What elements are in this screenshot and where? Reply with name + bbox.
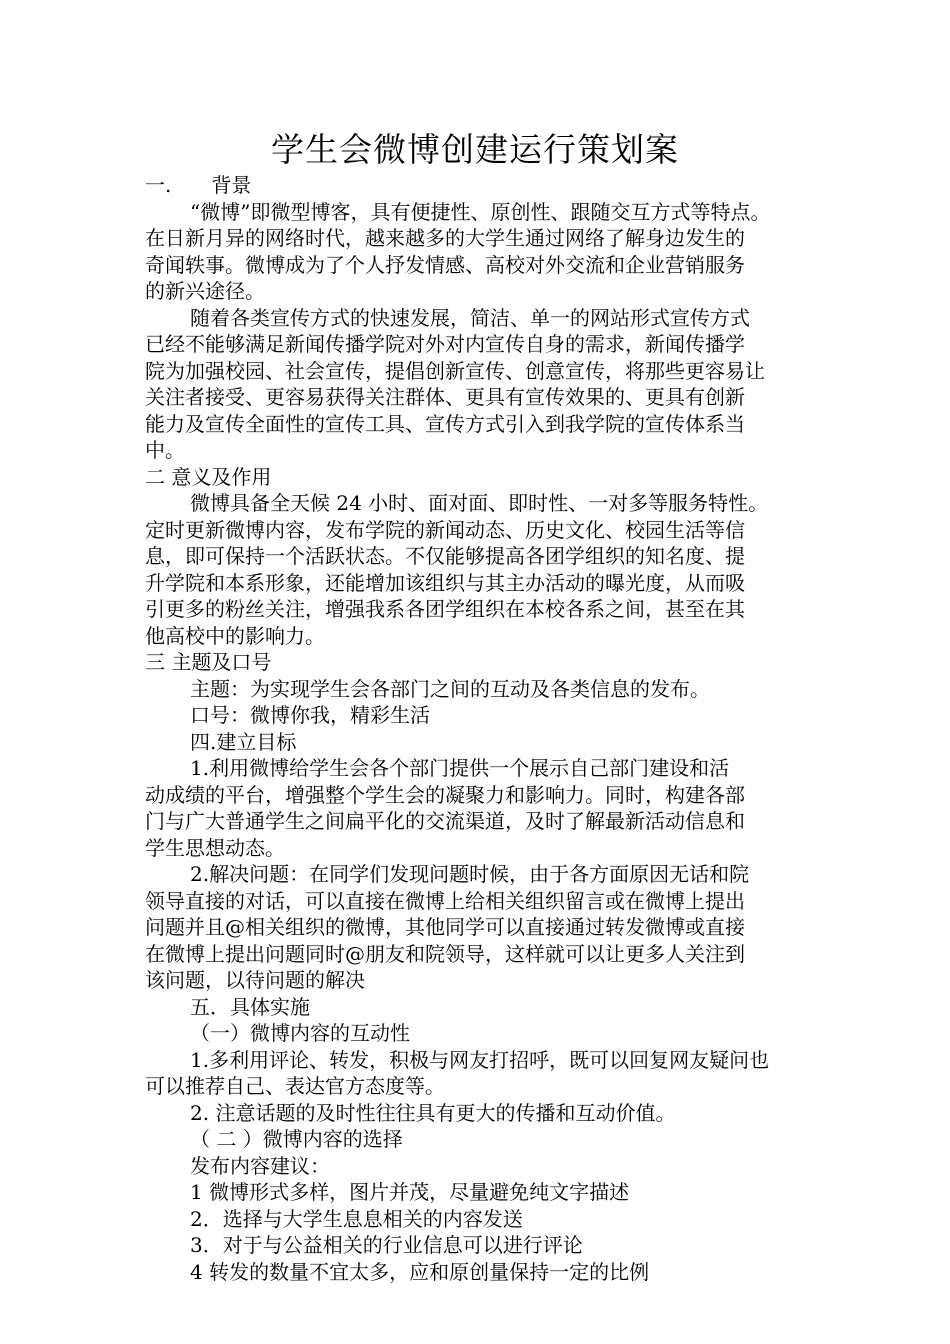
text-line: 1.利用微博给学生会各个部门提供一个展示自己部门建设和活 <box>190 756 730 780</box>
text-line: 主题：为实现学生会各部门之间的互动及各类信息的发布。 <box>190 676 710 701</box>
text-line: 四.建立目标 <box>190 729 297 754</box>
text-line: 升学院和本系形象，还能增加该组织与其主办活动的曝光度，从而吸 <box>145 570 745 595</box>
text-line: 院为加强校园、社会宣传，提倡创新宣传、创意宣传，将那些更容易让 <box>145 358 765 383</box>
text-line: 引更多的粉丝关注，增强我系各团学组织在本校各系之间，甚至在其 <box>145 597 745 621</box>
text-line: 口号：微博你我，精彩生活 <box>190 703 430 727</box>
text-line: 3．对于与公益相关的行业信息可以进行评论 <box>190 1233 583 1257</box>
text-line: 二 意义及作用 <box>145 464 272 489</box>
text-line: 在微博上提出问题同时@朋友和院领导，这样就可以让更多人关注到 <box>145 941 745 966</box>
text-line: 问题并且@相关组织的微博，其他同学可以直接通过转发微博或直接 <box>145 915 745 939</box>
text-line: 五．具体实施 <box>190 994 310 1019</box>
text-line: 1.多利用评论、转发，积极与网友打招呼，既可以回复网友疑问也 <box>190 1047 770 1072</box>
text-line: 学生思想动态。 <box>145 835 285 860</box>
text-line: 在日新月异的网络时代，越来越多的大学生通过网络了解身边发生的 <box>145 226 745 250</box>
text-line: 奇闻轶事。微博成为了个人抒发情感、高校对外交流和企业营销服务 <box>145 252 745 277</box>
text-line: 随着各类宣传方式的快速发展，简洁、单一的网站形式宣传方式 <box>190 305 750 330</box>
text-line: 门与广大普通学生之间扁平化的交流渠道，及时了解最新活动信息和 <box>145 809 745 833</box>
text-line: 微博具备全天候 24 小时、面对面、即时性、一对多等服务特性。 <box>190 491 769 515</box>
text-line: 的新兴途径。 <box>145 279 265 303</box>
text-line: 1 微博形式多样，图片并茂，尽量避免纯文字描述 <box>190 1180 630 1204</box>
text-line: 息，即可保持一个活跃状态。不仅能够提高各团学组织的知名度、提 <box>145 544 745 568</box>
text-line: 该问题，以待问题的解决 <box>145 968 365 992</box>
text-line: 2. 注意话题的及时性往往具有更大的传播和互动价值。 <box>190 1100 676 1125</box>
text-line: 定时更新微博内容，发布学院的新闻动态、历史文化、校园生活等信 <box>145 517 745 542</box>
text-line: 2．选择与大学生息息相关的内容发送 <box>190 1206 523 1231</box>
text-line: 能力及宣传全面性的宣传工具、宣传方式引入到我学院的宣传体系当 <box>145 411 745 436</box>
text-line: 他高校中的影响力。 <box>145 623 325 648</box>
text-line: 三 主题及口号 <box>145 650 272 674</box>
text-line: 中。 <box>145 438 185 462</box>
text-line: 关注者接受、更容易获得关注群体、更具有宣传效果的、更具有创新 <box>145 385 745 409</box>
text-line: 可以推荐自己、表达官方态度等。 <box>145 1074 445 1098</box>
document-title: 学生会微博创建运行策划案 <box>271 130 679 169</box>
text-line: 领导直接的对话，可以直接在微博上给相关组织留言或在微博上提出 <box>145 888 745 913</box>
text-line: 动成绩的平台，增强整个学生会的凝聚力和影响力。同时，构建各部 <box>145 782 745 807</box>
text-line: （一）微博内容的互动性 <box>190 1021 410 1045</box>
text-line: 一. 背景 <box>145 173 252 197</box>
text-line: （ 二 ）微博内容的选择 <box>190 1127 403 1151</box>
document-body <box>145 172 835 1285</box>
text-line: 发布内容建议： <box>190 1153 330 1178</box>
text-line: 已经不能够满足新闻传播学院对外对内宣传自身的需求，新闻传播学 <box>145 332 745 356</box>
text-line: “微博”即微型博客，具有便捷性、原创性、跟随交互方式等特点。 <box>190 199 771 224</box>
text-line: 2.解决问题：在同学们发现问题时候，由于各方面原因无话和院 <box>190 862 750 886</box>
text-line: 4 转发的数量不宜太多，应和原创量保持一定的比例 <box>190 1259 650 1284</box>
